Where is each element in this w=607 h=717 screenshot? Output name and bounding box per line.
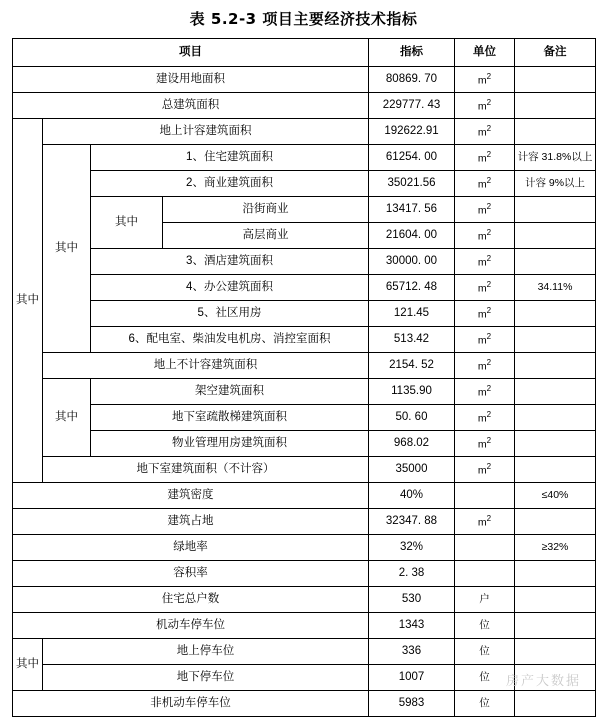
row-label: 总建筑面积 [13, 93, 369, 119]
row-label: 非机动车停车位 [13, 691, 369, 717]
row-unit [455, 561, 515, 587]
row-label: 绿地率 [13, 535, 369, 561]
row-remark: 计容 31.8%以上 [515, 145, 596, 171]
row-unit: 位 [455, 691, 515, 717]
row-value: 13417. 56 [369, 197, 455, 223]
row-unit: $m^2$ [455, 145, 515, 171]
table-row [13, 249, 596, 275]
row-label: 沿街商业 [163, 197, 369, 223]
row-unit: $m^2$ [455, 301, 515, 327]
group-label-parking: 其中 [13, 639, 43, 691]
row-remark [515, 457, 596, 483]
table-row [13, 587, 596, 613]
row-unit: $m^2$ [455, 93, 515, 119]
row-remark [515, 353, 596, 379]
row-value: 65712. 48 [369, 275, 455, 301]
row-label: 建筑密度 [13, 483, 369, 509]
group-label-commercial: 其中 [91, 197, 163, 249]
row-unit [455, 483, 515, 509]
row-remark [515, 67, 596, 93]
row-label: 地上停车位 [43, 639, 369, 665]
economic-indicators-table [12, 38, 596, 717]
row-remark [515, 93, 596, 119]
group-label-above-ground: 其中 [43, 145, 91, 353]
row-remark [515, 249, 596, 275]
row-value: 1343 [369, 613, 455, 639]
row-value: 229777. 43 [369, 93, 455, 119]
row-label: 机动车停车位 [13, 613, 369, 639]
row-label: 住宅总户数 [13, 587, 369, 613]
row-label: 地上计容建筑面积 [43, 119, 369, 145]
row-label: 5、社区用房 [91, 301, 369, 327]
table-row [13, 561, 596, 587]
row-remark [515, 509, 596, 535]
row-value: 2. 38 [369, 561, 455, 587]
table-row [13, 457, 596, 483]
row-label: 6、配电室、柴油发电机房、消控室面积 [91, 327, 369, 353]
table-row [13, 93, 596, 119]
table-row [13, 483, 596, 509]
table-row [13, 67, 596, 93]
row-unit: $m^2$ [455, 509, 515, 535]
row-unit: $m^2$ [455, 119, 515, 145]
page-title: 表 5.2-3 项目主要经济技术指标 [189, 10, 418, 28]
row-label: 地上不计容建筑面积 [43, 353, 369, 379]
row-unit: $m^2$ [455, 67, 515, 93]
row-label: 2、商业建筑面积 [91, 171, 369, 197]
row-value: 21604. 00 [369, 223, 455, 249]
row-label: 容积率 [13, 561, 369, 587]
row-remark [515, 223, 596, 249]
row-value: 513.42 [369, 327, 455, 353]
table-row [13, 535, 596, 561]
row-value: 40% [369, 483, 455, 509]
row-value: 968.02 [369, 431, 455, 457]
row-unit: 户 [455, 587, 515, 613]
row-remark [515, 197, 596, 223]
header-remark: 备注 [515, 39, 596, 67]
row-value: 121.45 [369, 301, 455, 327]
table-row [13, 379, 596, 405]
group-label-non-far: 其中 [43, 379, 91, 457]
table-row [13, 405, 596, 431]
table-row [13, 639, 596, 665]
row-value: 35000 [369, 457, 455, 483]
header-item: 项目 [13, 39, 369, 67]
table-row [13, 119, 596, 145]
row-value: 336 [369, 639, 455, 665]
row-label: 地下停车位 [43, 665, 369, 691]
row-value: 32347. 88 [369, 509, 455, 535]
row-unit: $m^2$ [455, 275, 515, 301]
group-label-main: 其中 [13, 119, 43, 483]
table-row [13, 327, 596, 353]
row-remark [515, 327, 596, 353]
header-unit: 单位 [455, 39, 515, 67]
row-remark: ≤40% [515, 483, 596, 509]
row-value: 80869. 70 [369, 67, 455, 93]
row-label: 高层商业 [163, 223, 369, 249]
row-value: 2154. 52 [369, 353, 455, 379]
row-label: 物业管理用房建筑面积 [91, 431, 369, 457]
row-value: 30000. 00 [369, 249, 455, 275]
row-remark: 34.11% [515, 275, 596, 301]
row-remark [515, 405, 596, 431]
row-unit: $m^2$ [455, 197, 515, 223]
row-label: 4、办公建筑面积 [91, 275, 369, 301]
row-remark: 计容 9%以上 [515, 171, 596, 197]
row-remark [515, 691, 596, 717]
table-header-row [13, 39, 596, 67]
row-unit: 位 [455, 665, 515, 691]
row-remark: ≥32% [515, 535, 596, 561]
table-row [13, 353, 596, 379]
row-label: 3、酒店建筑面积 [91, 249, 369, 275]
row-unit [455, 535, 515, 561]
row-unit: $m^2$ [455, 379, 515, 405]
row-remark [515, 639, 596, 665]
row-unit: $m^2$ [455, 431, 515, 457]
row-unit: 位 [455, 639, 515, 665]
row-unit: $m^2$ [455, 249, 515, 275]
table-row [13, 613, 596, 639]
row-label: 建设用地面积 [13, 67, 369, 93]
table-row [13, 197, 596, 223]
row-remark [515, 301, 596, 327]
row-remark [515, 561, 596, 587]
row-label: 建筑占地 [13, 509, 369, 535]
row-unit: $m^2$ [455, 353, 515, 379]
row-value: 530 [369, 587, 455, 613]
table-row [13, 145, 596, 171]
table-row [13, 509, 596, 535]
row-remark [515, 431, 596, 457]
row-remark [515, 119, 596, 145]
row-label: 1、住宅建筑面积 [91, 145, 369, 171]
row-value: 50. 60 [369, 405, 455, 431]
row-value: 1135.90 [369, 379, 455, 405]
header-indicator: 指标 [369, 39, 455, 67]
row-value: 61254. 00 [369, 145, 455, 171]
table-row [13, 171, 596, 197]
row-remark [515, 587, 596, 613]
row-value: 32% [369, 535, 455, 561]
row-unit: $m^2$ [455, 405, 515, 431]
row-label: 地下室建筑面积（不计容） [43, 457, 369, 483]
row-value: 192622.91 [369, 119, 455, 145]
watermark: 房产大数据 [505, 674, 581, 689]
table-row [13, 275, 596, 301]
row-label: 架空建筑面积 [91, 379, 369, 405]
row-label: 地下室疏散梯建筑面积 [91, 405, 369, 431]
row-remark [515, 379, 596, 405]
row-remark [515, 613, 596, 639]
row-value: 5983 [369, 691, 455, 717]
row-unit: $m^2$ [455, 223, 515, 249]
row-unit: $m^2$ [455, 171, 515, 197]
table-row [13, 301, 596, 327]
row-unit: 位 [455, 613, 515, 639]
row-unit: $m^2$ [455, 457, 515, 483]
row-unit: $m^2$ [455, 327, 515, 353]
table-row [13, 691, 596, 717]
row-value: 1007 [369, 665, 455, 691]
row-value: 35021.56 [369, 171, 455, 197]
table-row [13, 431, 596, 457]
